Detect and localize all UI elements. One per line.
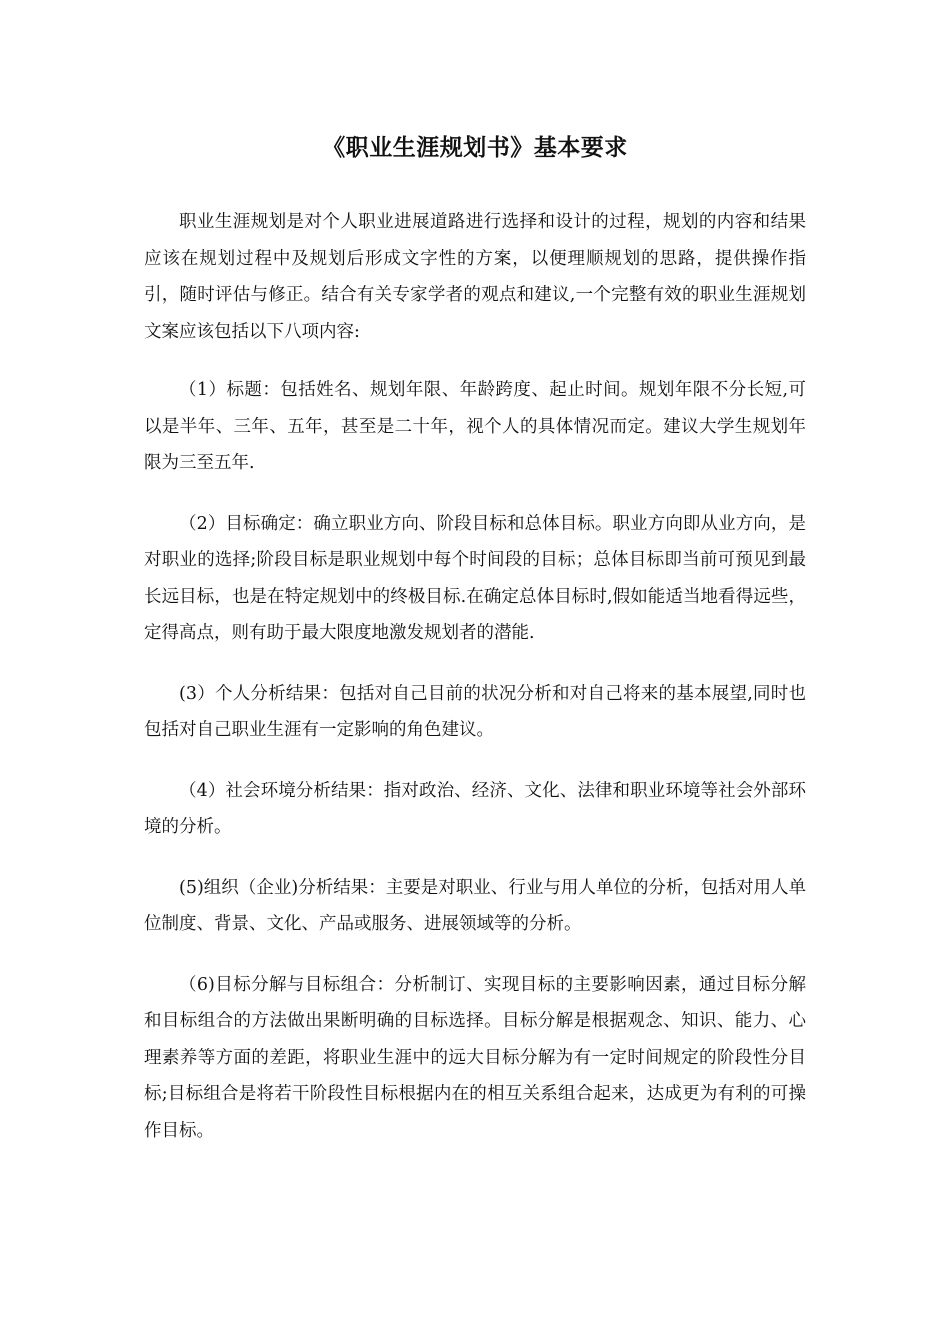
intro-paragraph: 职业生涯规划是对个人职业进展道路进行选择和设计的过程，规划的内容和结果应该在规划过程中及规划后形成文字性的方案，以便理顺规划的思路，提供操作指引，随时评估与修正。结合有关专家学者的观点和建议,一个完整有效的职业生涯规划文案应该包括以下八项内容: [144,212,806,342]
item-3-paragraph: (3）个人分析结果：包括对自己目前的状况分析和对自己将来的基本展望,同时也包括对自己职业生涯有一定影响的角色建议。 [144,683,806,740]
item-4-paragraph: （4）社会环境分析结果：指对政治、经济、文化、法律和职业环境等社会外部环境的分析。 [144,780,806,837]
item-5-paragraph: (5)组织（企业)分析结果：主要是对职业、行业与用人单位的分析，包括对用人单位制度、背景、文化、产品或服务、进展领域等的分析。 [144,877,806,934]
document-body [144,204,806,1173]
item-1-paragraph: （1）标题：包括姓名、规划年限、年龄跨度、起止时间。规划年限不分长短,可以是半年、三年、五年，甚至是二十年，视个人的具体情况而定。建议大学生规划年限为三至五年. [144,380,806,473]
item-6-paragraph: （6)目标分解与目标组合：分析制订、实现目标的主要影响因素，通过目标分解和目标组合的方法做出果断明确的目标选择。目标分解是根据观念、知识、能力、心理素养等方面的差距，将职业生涯中的远大目标分解为有一定时间规定的阶段性分目标;目标组合是将若干阶段性目标根据内在的相互关系组合起来，达成更为有利的可操作目标。 [144,974,806,1141]
item-2-paragraph: （2）目标确定：确立职业方向、阶段目标和总体目标。职业方向即从业方向，是对职业的选择;阶段目标是职业规划中每个时间段的目标；总体目标即当前可预见到最长远目标，也是在特定规划中的终极目标.在确定总体目标时,假如能适当地看得远些，定得高点，则有助于最大限度地激发规划者的潜能. [144,513,806,643]
document-title: 《职业生涯规划书》基本要求 [322,135,628,161]
